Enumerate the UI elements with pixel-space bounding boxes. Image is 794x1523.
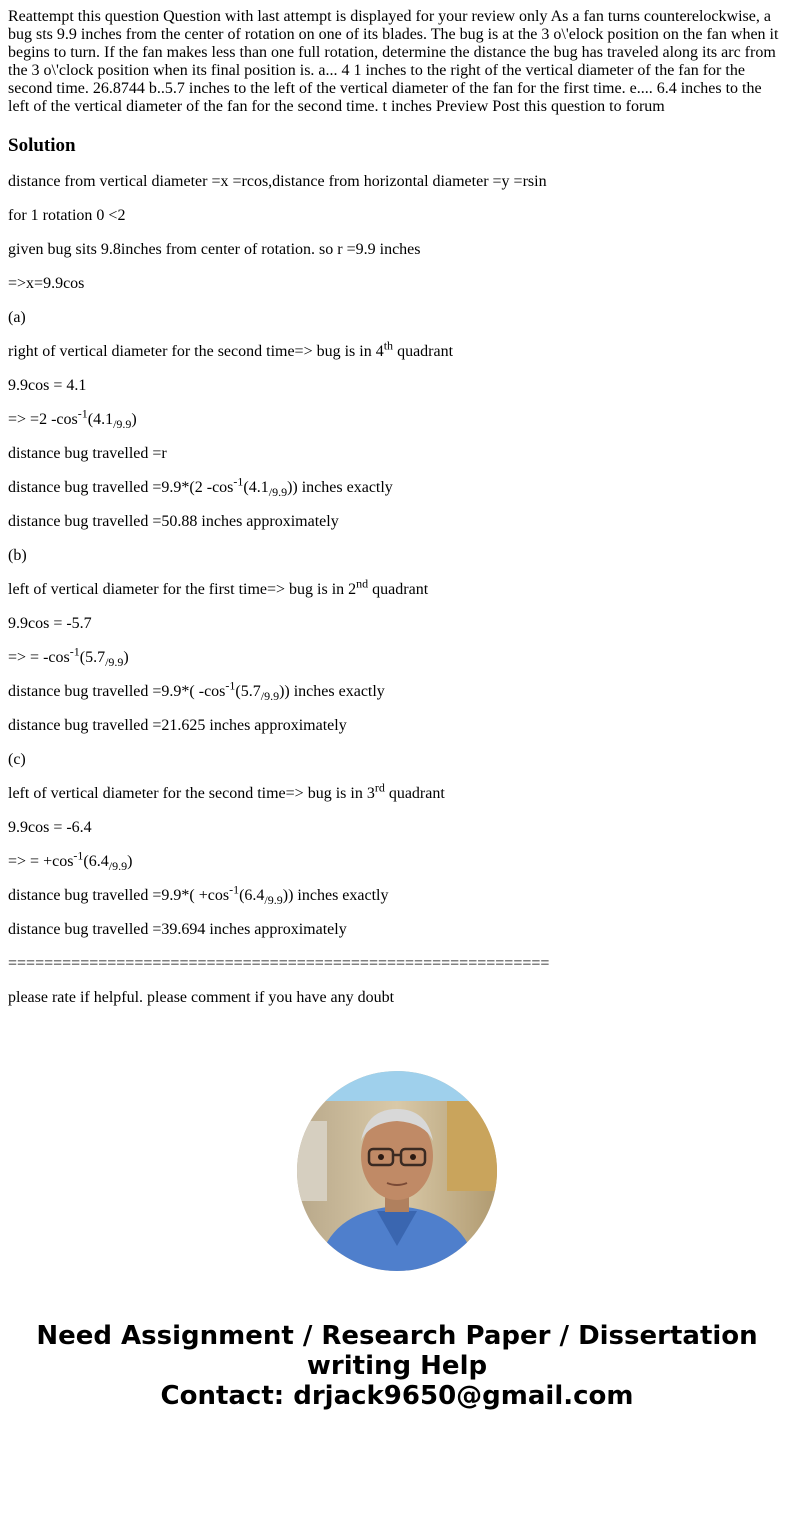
solution-line: =>x=9.9cos	[8, 275, 85, 292]
solution-line	[8, 780, 786, 803]
text: => =2 -cos	[8, 411, 78, 428]
text: quadrant	[368, 581, 429, 598]
text: right of vertical diameter for the second time=> bug is in 4	[8, 343, 384, 360]
footer-banner	[0, 1321, 794, 1411]
avatar-container	[0, 1071, 794, 1271]
solution-line: for 1 rotation 0 <2	[8, 207, 126, 224]
solution-line	[8, 406, 786, 432]
solution-line: distance bug travelled =r	[8, 445, 167, 462]
solution-line: distance from vertical diameter =x =rcos,distance from horizontal diameter =y =rsin	[8, 173, 547, 190]
text: )	[131, 411, 137, 428]
superscript: -1	[73, 848, 84, 863]
text: (6.4	[83, 853, 109, 870]
superscript: rd	[374, 780, 385, 795]
superscript: -1	[77, 406, 88, 421]
solution-heading: Solution	[8, 135, 76, 156]
part-b-label: (b)	[8, 547, 27, 564]
solution-line: distance bug travelled =21.625 inches approximately	[8, 717, 347, 734]
superscript: nd	[356, 576, 369, 591]
text: distance bug travelled =9.9*( +cos	[8, 887, 230, 904]
subscript: /9.9	[260, 689, 280, 704]
solution-line	[8, 576, 786, 599]
solution-line: 9.9cos = -5.7	[8, 615, 92, 632]
text: distance bug travelled =9.9*( -cos	[8, 683, 226, 700]
text: (4.1	[87, 411, 114, 428]
solution-line	[8, 882, 786, 908]
question-text: Reattempt this question Question with last attempt is displayed for your review only As a fan turns counterelockwise, a bug sts 9.9 inches from the center of rotation on one of its blades. The bug is at the 3 o\'elock position on the fan when it begins to turn. If the fan makes less than one full rotation, determine the distance the bug has traveled along its arc from the 3 o\'clock position when its final position is. a... 4 1 inches to the right of the vertical diameter of the fan for the second time. 26.8744 b..5.7 inches to the left of the vertical diameter of the fan for the first time. e.... 6.4 inches to the left of the vertical diameter of the fan for the second time. t inches Preview Post this question to forum	[8, 8, 779, 115]
text: => = -cos	[8, 649, 70, 666]
text: )	[123, 649, 129, 666]
superscript: th	[383, 338, 394, 353]
text: (5.7	[235, 683, 261, 700]
footer-contact: Contact: drjack9650@gmail.com	[160, 1381, 634, 1411]
text: (5.7	[79, 649, 106, 666]
superscript: -1	[225, 678, 236, 693]
text: left of vertical diameter for the first time=> bug is in 2	[8, 581, 357, 598]
part-c-label: (c)	[8, 751, 26, 768]
closing-text: please rate if helpful. please comment if you have any doubt	[8, 989, 395, 1006]
part-a-label: (a)	[8, 309, 26, 326]
footer-line: Need Assignment / Research Paper / Dissertation	[36, 1321, 758, 1351]
solution-line: 9.9cos = -6.4	[8, 819, 92, 836]
text: => = +cos	[8, 853, 74, 870]
avatar	[297, 1071, 497, 1271]
text: left of vertical diameter for the second time=> bug is in 3	[8, 785, 375, 802]
text: distance bug travelled =9.9*(2 -cos	[8, 479, 234, 496]
superscript: -1	[229, 882, 240, 897]
subscript: /9.9	[105, 655, 124, 670]
solution-line	[8, 644, 786, 670]
solution-line: distance bug travelled =50.88 inches approximately	[8, 513, 339, 530]
solution-line: distance bug travelled =39.694 inches approximately	[8, 921, 347, 938]
subscript: /9.9	[268, 485, 288, 500]
text: quadrant	[393, 343, 454, 360]
footer-line: writing Help	[306, 1351, 488, 1381]
superscript: -1	[69, 644, 80, 659]
solution-line	[8, 474, 786, 500]
solution-line	[8, 678, 786, 704]
text: (6.4	[239, 887, 265, 904]
person-photo-icon	[297, 1071, 497, 1271]
text: )) inches exactly	[287, 479, 393, 496]
text: )	[127, 853, 133, 870]
superscript: -1	[233, 474, 244, 489]
text: quadrant	[384, 785, 445, 802]
subscript: /9.9	[264, 893, 283, 908]
solution-line	[8, 338, 786, 361]
text: (4.1	[243, 479, 269, 496]
divider: ============================================================	[8, 955, 550, 972]
text: )) inches exactly	[279, 683, 385, 700]
solution-line	[8, 848, 786, 874]
subscript: /9.9	[108, 859, 128, 874]
text: )) inches exactly	[282, 887, 389, 904]
solution-line: 9.9cos = 4.1	[8, 377, 87, 394]
subscript: /9.9	[113, 417, 132, 432]
solution-line: given bug sits 9.8inches from center of rotation. so r =9.9 inches	[8, 241, 421, 258]
